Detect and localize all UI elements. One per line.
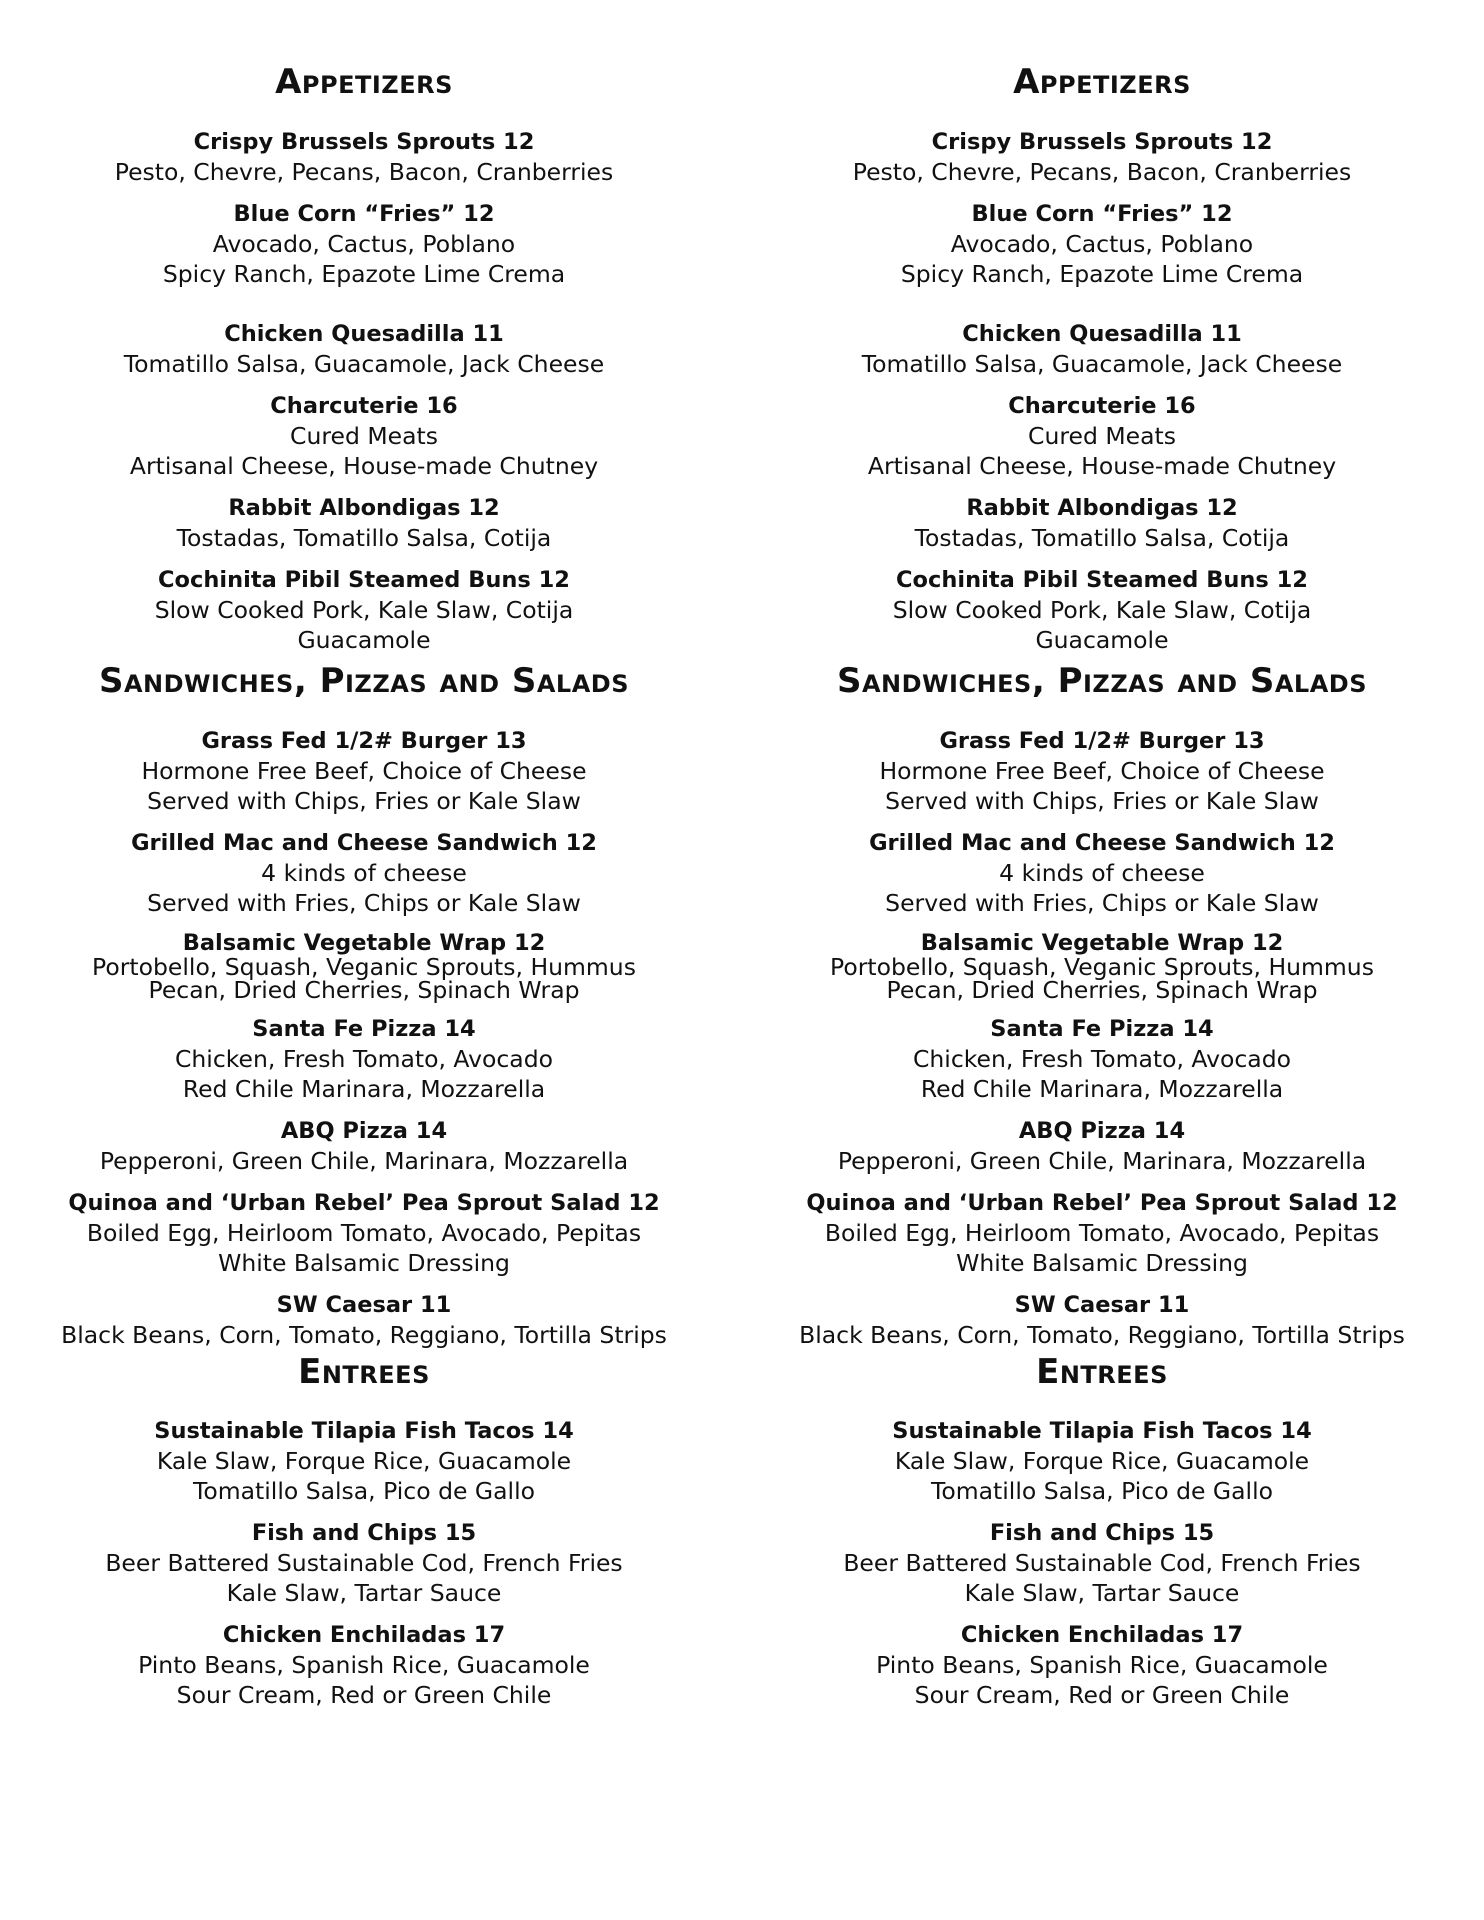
item-name: Chicken Enchiladas 17 bbox=[222, 1622, 506, 1649]
menu-item bbox=[14, 565, 714, 655]
menu-item bbox=[14, 1290, 714, 1350]
item-description: White Balsamic Dressing bbox=[218, 1248, 510, 1277]
item-name: Balsamic Vegetable Wrap 12 bbox=[182, 929, 546, 956]
item-description: 4 kinds of cheese bbox=[999, 858, 1205, 887]
menu-item bbox=[14, 1014, 714, 1104]
menu-item bbox=[752, 127, 1452, 187]
menu-item bbox=[752, 1518, 1452, 1608]
item-description: Boiled Egg, Heirloom Tomato, Avocado, Pepitas bbox=[86, 1218, 642, 1247]
menu-column-right bbox=[752, 62, 1452, 1710]
item-description: Kale Slaw, Forque Rice, Guacamole bbox=[894, 1447, 1310, 1476]
item-name: Santa Fe Pizza 14 bbox=[990, 1015, 1214, 1042]
item-description: Kale Slaw, Tartar Sauce bbox=[964, 1579, 1240, 1608]
item-description: Tostadas, Tomatillo Salsa, Cotija bbox=[176, 523, 552, 552]
item-description: Red Chile Marinara, Mozzarella bbox=[920, 1074, 1284, 1103]
item-name: SW Caesar 11 bbox=[276, 1291, 452, 1318]
item-description: Spicy Ranch, Epazote Lime Crema bbox=[900, 259, 1304, 288]
menu-item bbox=[14, 828, 714, 918]
menu-item bbox=[14, 127, 714, 187]
item-name: Balsamic Vegetable Wrap 12 bbox=[920, 929, 1284, 956]
item-name: Blue Corn “Fries” 12 bbox=[233, 200, 495, 227]
menu-column-left bbox=[14, 62, 714, 1710]
menu-item bbox=[752, 319, 1452, 379]
entrees-heading: Entrees bbox=[298, 1351, 430, 1392]
item-description: Pinto Beans, Spanish Rice, Guacamole bbox=[876, 1651, 1328, 1680]
item-description: Hormone Free Beef, Choice of Cheese bbox=[879, 756, 1325, 785]
item-name: Chicken Enchiladas 17 bbox=[960, 1622, 1244, 1649]
menu-item bbox=[752, 726, 1452, 816]
item-description: Black Beans, Corn, Tomato, Reggiano, Tortilla Strips bbox=[799, 1320, 1405, 1349]
item-name: Sustainable Tilapia Fish Tacos 14 bbox=[154, 1418, 574, 1445]
item-description: Tomatillo Salsa, Guacamole, Jack Cheese bbox=[123, 349, 605, 378]
menu-item bbox=[752, 199, 1452, 289]
item-description: Cured Meats bbox=[1028, 421, 1176, 450]
item-description: Black Beans, Corn, Tomato, Reggiano, Tortilla Strips bbox=[61, 1320, 667, 1349]
menu-item bbox=[14, 1518, 714, 1608]
item-description: Avocado, Cactus, Poblano bbox=[212, 229, 516, 258]
item-description: Served with Chips, Fries or Kale Slaw bbox=[885, 786, 1319, 815]
appetizers-heading: Appetizers bbox=[275, 62, 453, 102]
item-name: Fish and Chips 15 bbox=[251, 1520, 477, 1547]
item-name: Charcuterie 16 bbox=[1008, 392, 1196, 419]
item-description: Pesto, Chevre, Pecans, Bacon, Cranberries bbox=[852, 157, 1352, 186]
menu-item bbox=[14, 391, 714, 481]
item-description: Chicken, Fresh Tomato, Avocado bbox=[913, 1044, 1291, 1073]
item-name: ABQ Pizza 14 bbox=[1018, 1117, 1186, 1144]
item-description: Served with Fries, Chips or Kale Slaw bbox=[885, 888, 1319, 917]
menu-item bbox=[14, 199, 714, 289]
item-name: Charcuterie 16 bbox=[270, 392, 458, 419]
item-name: Chicken Quesadilla 11 bbox=[962, 320, 1242, 347]
menu-item bbox=[752, 828, 1452, 918]
item-description: Kale Slaw, Tartar Sauce bbox=[226, 1579, 502, 1608]
item-description: Pecan, Dried Cherries, Spinach Wrap bbox=[886, 975, 1318, 1004]
menu-item bbox=[14, 726, 714, 816]
item-description: Served with Chips, Fries or Kale Slaw bbox=[147, 786, 581, 815]
item-description: Artisanal Cheese, House-made Chutney bbox=[129, 451, 599, 480]
item-description: Portobello, Squash, Veganic Sprouts, Hummus bbox=[92, 952, 636, 981]
sandwiches-heading: Sandwiches, Pizzas and Salads bbox=[836, 660, 1367, 701]
menu-item bbox=[752, 1290, 1452, 1350]
item-description: Hormone Free Beef, Choice of Cheese bbox=[141, 756, 587, 785]
menu-item bbox=[752, 930, 1452, 1002]
item-description: Spicy Ranch, Epazote Lime Crema bbox=[162, 259, 566, 288]
menu-item bbox=[752, 1188, 1452, 1278]
item-description: Red Chile Marinara, Mozzarella bbox=[182, 1074, 546, 1103]
item-description: Slow Cooked Pork, Kale Slaw, Cotija bbox=[154, 595, 574, 624]
item-description: Served with Fries, Chips or Kale Slaw bbox=[147, 888, 581, 917]
item-description: Pesto, Chevre, Pecans, Bacon, Cranberries bbox=[114, 157, 614, 186]
menu-item bbox=[752, 1014, 1452, 1104]
item-description: Sour Cream, Red or Green Chile bbox=[914, 1681, 1290, 1710]
menu-item bbox=[752, 1116, 1452, 1176]
item-name: Grass Fed 1/2# Burger 13 bbox=[939, 727, 1265, 754]
item-name: Chicken Quesadilla 11 bbox=[224, 320, 504, 347]
item-name: Grilled Mac and Cheese Sandwich 12 bbox=[131, 829, 597, 856]
item-description: Pepperoni, Green Chile, Marinara, Mozzarella bbox=[837, 1146, 1367, 1175]
item-description: Sour Cream, Red or Green Chile bbox=[176, 1681, 552, 1710]
item-description: Beer Battered Sustainable Cod, French Fries bbox=[843, 1549, 1361, 1578]
item-description: Artisanal Cheese, House-made Chutney bbox=[867, 451, 1337, 480]
menu-item bbox=[14, 1116, 714, 1176]
item-name: Grass Fed 1/2# Burger 13 bbox=[201, 727, 527, 754]
item-name: Cochinita Pibil Steamed Buns 12 bbox=[158, 566, 570, 593]
item-description: Portobello, Squash, Veganic Sprouts, Hummus bbox=[830, 952, 1374, 981]
menu-item bbox=[14, 319, 714, 379]
item-description: Tomatillo Salsa, Pico de Gallo bbox=[193, 1477, 535, 1506]
menu-item bbox=[752, 391, 1452, 481]
menu-item bbox=[752, 1620, 1452, 1710]
item-description: Guacamole bbox=[297, 625, 431, 654]
entrees-heading: Entrees bbox=[1036, 1351, 1168, 1392]
item-description: Guacamole bbox=[1035, 625, 1169, 654]
item-name: Rabbit Albondigas 12 bbox=[228, 494, 500, 521]
item-description: Tomatillo Salsa, Pico de Gallo bbox=[931, 1477, 1273, 1506]
item-description: Chicken, Fresh Tomato, Avocado bbox=[175, 1044, 553, 1073]
menu-item bbox=[14, 1416, 714, 1506]
menu-item bbox=[14, 1620, 714, 1710]
item-description: Pinto Beans, Spanish Rice, Guacamole bbox=[138, 1651, 590, 1680]
item-name: Blue Corn “Fries” 12 bbox=[971, 200, 1233, 227]
item-name: Grilled Mac and Cheese Sandwich 12 bbox=[869, 829, 1335, 856]
item-description: Pecan, Dried Cherries, Spinach Wrap bbox=[148, 975, 580, 1004]
menu-item bbox=[752, 493, 1452, 553]
item-description: 4 kinds of cheese bbox=[261, 858, 467, 887]
item-name: ABQ Pizza 14 bbox=[280, 1117, 448, 1144]
item-name: Crispy Brussels Sprouts 12 bbox=[193, 128, 535, 155]
item-name: Sustainable Tilapia Fish Tacos 14 bbox=[892, 1418, 1312, 1445]
item-name: Quinoa and ‘Urban Rebel’ Pea Sprout Salad 12 bbox=[806, 1189, 1398, 1216]
item-name: Quinoa and ‘Urban Rebel’ Pea Sprout Salad 12 bbox=[68, 1189, 660, 1216]
item-description: Beer Battered Sustainable Cod, French Fries bbox=[105, 1549, 623, 1578]
item-name: Santa Fe Pizza 14 bbox=[252, 1015, 476, 1042]
menu-item bbox=[752, 1416, 1452, 1506]
item-name: Cochinita Pibil Steamed Buns 12 bbox=[896, 566, 1308, 593]
item-description: White Balsamic Dressing bbox=[956, 1248, 1248, 1277]
menu-item bbox=[752, 565, 1452, 655]
menu-item bbox=[14, 493, 714, 553]
item-description: Kale Slaw, Forque Rice, Guacamole bbox=[156, 1447, 572, 1476]
item-description: Boiled Egg, Heirloom Tomato, Avocado, Pepitas bbox=[824, 1218, 1380, 1247]
appetizers-heading: Appetizers bbox=[1013, 62, 1191, 102]
menu-item bbox=[14, 930, 714, 1002]
item-description: Tomatillo Salsa, Guacamole, Jack Cheese bbox=[861, 349, 1343, 378]
item-description: Pepperoni, Green Chile, Marinara, Mozzarella bbox=[99, 1146, 629, 1175]
sandwiches-heading: Sandwiches, Pizzas and Salads bbox=[98, 660, 629, 701]
item-description: Avocado, Cactus, Poblano bbox=[950, 229, 1254, 258]
item-name: Crispy Brussels Sprouts 12 bbox=[931, 128, 1273, 155]
item-name: SW Caesar 11 bbox=[1014, 1291, 1190, 1318]
item-description: Cured Meats bbox=[290, 421, 438, 450]
item-name: Fish and Chips 15 bbox=[989, 1520, 1215, 1547]
item-name: Rabbit Albondigas 12 bbox=[966, 494, 1238, 521]
menu-item bbox=[14, 1188, 714, 1278]
item-description: Tostadas, Tomatillo Salsa, Cotija bbox=[914, 523, 1290, 552]
item-description: Slow Cooked Pork, Kale Slaw, Cotija bbox=[892, 595, 1312, 624]
